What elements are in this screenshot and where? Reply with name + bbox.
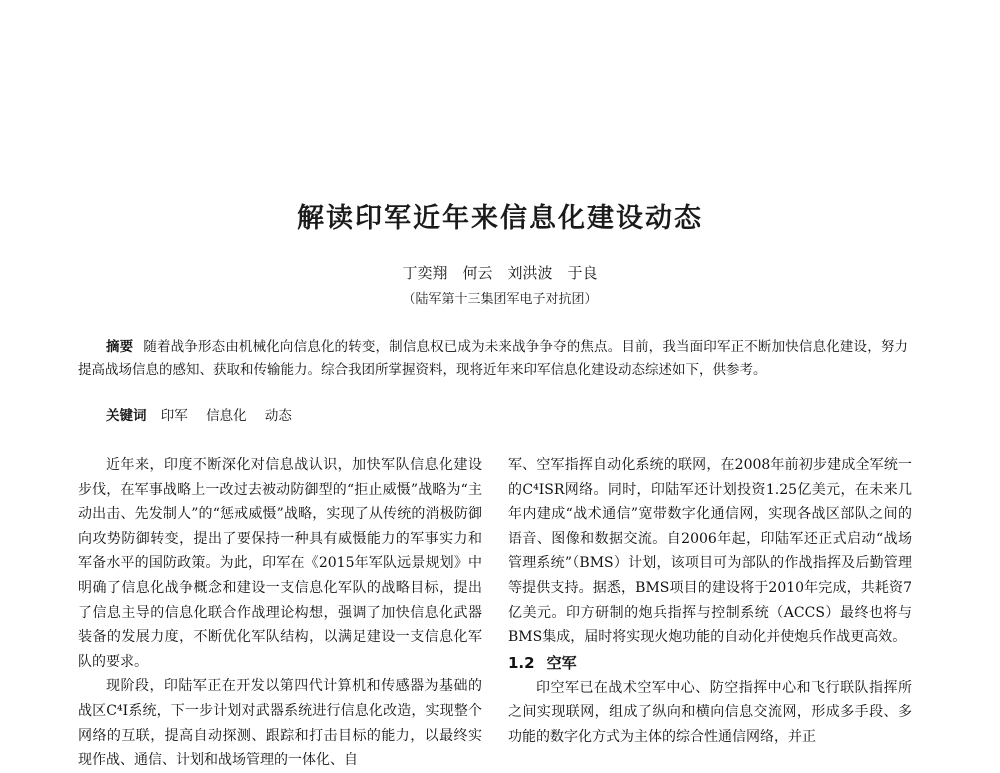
section-heading — [508, 650, 912, 676]
body-paragraph: 军、空军指挥自动化系统的联网，在2008年前初步建成全军统一的C⁴ISR网络。同时，印陆军还计划投资1.25亿美元，在未来几年内建成“战术通信”宽带数字化通信网，实现各战区部队之间的语音、图像和数据交流。自2006年起，印陆军还正式启动“战场管理系统”（BMS）计划，该项目可为部队的作战指挥及后勤管理等提供支持。据悉，BMS项目的建设将于2010年完成，共耗资7亿美元。印方研制的炮兵指挥与控制系统（ACCS）最终也将与BMS集成，届时将实现火炮功能的自动化并使炮兵作战更高效。 — [508, 457, 912, 646]
keyword: 动态 — [264, 408, 292, 424]
body-paragraph: 印空军已在战术空军中心、防空指挥中心和飞行联队指挥所之间实现联网，组成了纵向和横向信息交流网，形成多手段、多功能的数字化方式为主体的综合性通信网络，并正 — [508, 679, 912, 745]
article-authors: 丁奕翔 何云 刘洪波 于良 — [402, 264, 598, 282]
keyword: 信息化 — [206, 408, 247, 424]
keywords-label: 关键词 — [106, 408, 147, 424]
keyword: 印军 — [160, 408, 188, 424]
article-title: 解读印军近年来信息化建设动态 — [297, 203, 703, 234]
keywords — [106, 404, 306, 424]
section-title: 空军 — [546, 653, 577, 672]
body-column-left — [78, 453, 482, 773]
abstract-label: 摘要 — [106, 339, 134, 355]
body-paragraph: 现阶段，印陆军正在开发以第四代计算机和传感器为基础的战区C⁴I系统，下一步计划对武器系统进行信息化改造，实现整个网络的互联，提高自动探测、跟踪和打击目标的能力，以最终实现作战、通信、计划和战场管理的一体化、自 — [78, 678, 482, 769]
abstract — [78, 336, 908, 382]
body-paragraph: 近年来，印度不断深化对信息战认识，加快军队信息化建设步伐，在军事战略上一改过去被动防御型的“拒止威慑”战略为“主动出击、先发制人”的“惩戒威慑”战略，实现了从传统的消极防御向攻势防御转变，提出了要保持一种具有威慑能力的军事实力和军备水平的国防政策。为此，印军在《2015年军队远景规划》中明确了信息化战争概念和建设一支信息化军队的战略目标，提出了信息主导的信息化联合作战理论构想，强调了加快信息化武器装备的发展力度，不断优化军队结构，以满足建设一支信息化军队的要求。 — [78, 457, 482, 670]
body-column-right — [508, 453, 912, 750]
abstract-text: 随着战争形态由机械化向信息化的转变，制信息权已成为未来战争争夺的焦点。目前，我当面印军正不断加快信息化建设，努力提高战场信息的感知、获取和传输能力。综合我团所掌握资料，现将近年来印军信息化建设动态综述如下，供参考。 — [78, 339, 909, 378]
author-affiliation: （陆军第十三集团军电子对抗团） — [402, 292, 598, 307]
section-number: 1.2 — [508, 653, 535, 672]
